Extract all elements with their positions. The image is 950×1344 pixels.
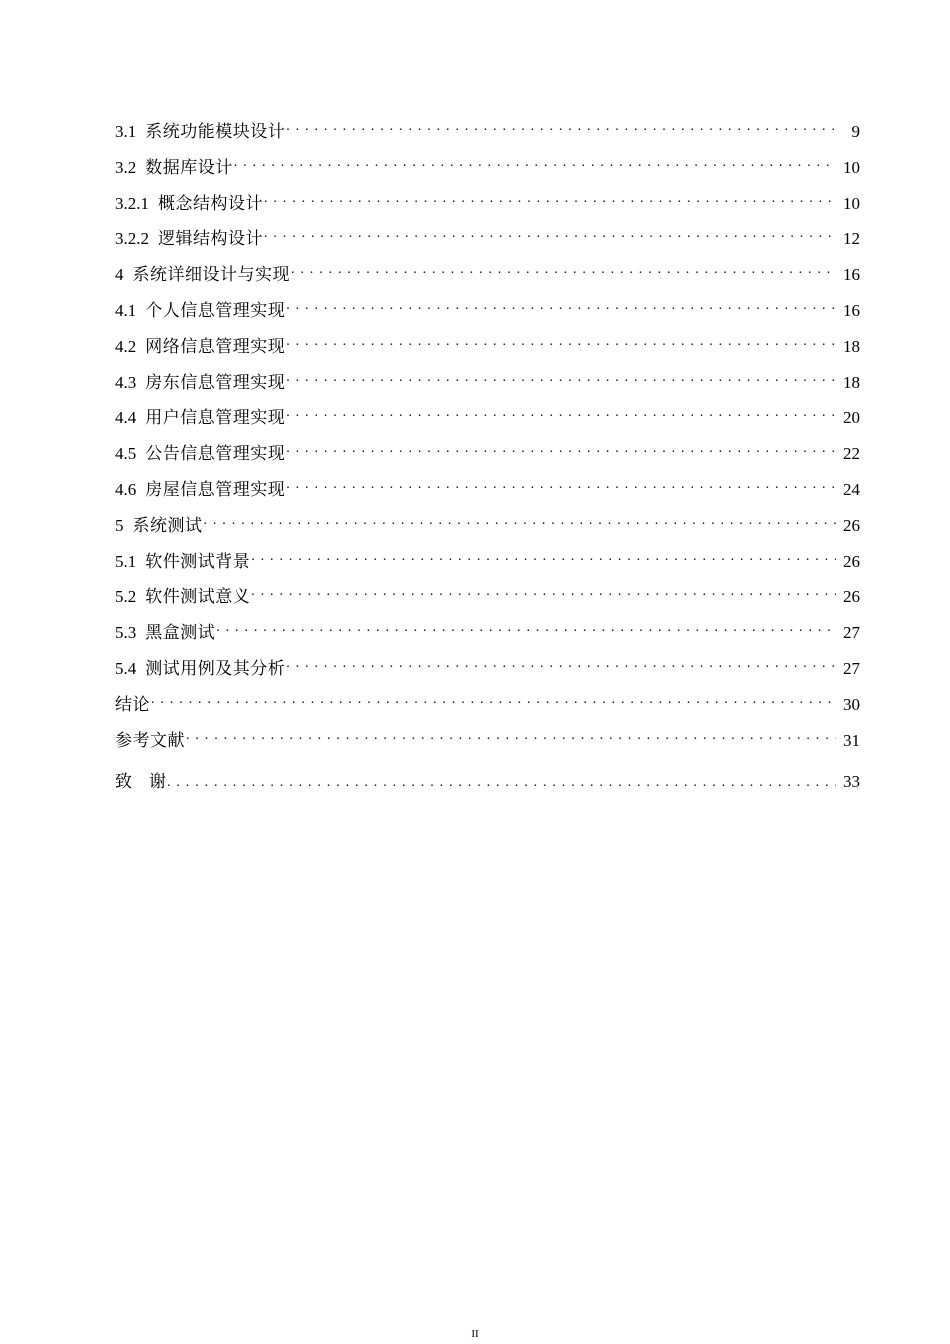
toc-entry-page: 12 — [843, 229, 860, 249]
toc-entry-number: 5.3 — [115, 623, 137, 643]
toc-entry-number: 4.5 — [115, 444, 137, 464]
toc-entry-title: 黑盒测试 — [145, 623, 216, 643]
toc-entry-title: 逻辑结构设计 — [158, 229, 263, 249]
toc-dot-leader — [216, 621, 836, 638]
toc-entry-title: 致 谢 — [115, 772, 166, 792]
toc-entry-number: 5.4 — [115, 658, 137, 678]
toc-entry-page: 26 — [843, 551, 860, 571]
toc-dot-leader — [286, 371, 836, 388]
toc-entry-page: 20 — [843, 408, 860, 428]
toc-entry[interactable] — [115, 186, 860, 222]
toc-entry-number: 3.2.1 — [115, 193, 149, 213]
toc-entry-page: 26 — [843, 587, 860, 607]
toc-entry[interactable] — [115, 508, 860, 544]
toc-entry-number: 4 — [115, 265, 124, 285]
toc-entry[interactable] — [115, 221, 860, 257]
toc-entry[interactable] — [115, 114, 860, 150]
toc-entry-number: 5.2 — [115, 587, 137, 607]
page-number: II — [471, 1328, 479, 1340]
toc-entry-page: 10 — [843, 193, 860, 213]
toc-dot-leader — [286, 442, 836, 459]
toc-entry-page: 33 — [843, 772, 860, 792]
toc-entry-page: 18 — [843, 372, 860, 392]
toc-entry[interactable] — [115, 758, 860, 798]
toc-entry[interactable] — [115, 723, 860, 759]
toc-entry[interactable] — [115, 293, 860, 329]
table-of-contents — [115, 114, 860, 798]
toc-entry-title: 系统功能模块设计 — [145, 122, 286, 141]
toc-dot-leader — [151, 693, 836, 710]
toc-entry-page: 18 — [843, 336, 860, 356]
toc-entry-title: 系统测试 — [132, 515, 203, 535]
toc-entry-title: 数据库设计 — [145, 157, 233, 177]
toc-entry-title: 软件测试意义 — [145, 587, 251, 607]
toc-entry-number: 4.3 — [115, 372, 137, 392]
toc-dot-leader — [264, 227, 836, 244]
toc-entry-number: 4.6 — [115, 479, 137, 499]
toc-dot-leader — [204, 514, 837, 531]
toc-entry[interactable] — [115, 150, 860, 186]
toc-dot-leader — [286, 406, 836, 423]
toc-entry-title: 房屋信息管理实现 — [145, 479, 286, 499]
toc-entry[interactable] — [115, 365, 860, 401]
toc-entry-title: 用户信息管理实现 — [145, 408, 286, 428]
toc-entry[interactable] — [115, 687, 860, 723]
toc-dot-leader — [286, 120, 836, 137]
toc-entry-title: 网络信息管理实现 — [145, 336, 286, 356]
toc-entry-page: 26 — [843, 515, 860, 535]
toc-entry[interactable] — [115, 544, 860, 580]
toc-entry-page: 16 — [843, 300, 860, 320]
toc-entry-page: 22 — [843, 444, 860, 464]
toc-entry-number: 5 — [115, 515, 124, 535]
toc-entry-title: 软件测试背景 — [145, 551, 251, 571]
toc-entry-title: 结论 — [115, 694, 150, 714]
toc-entry[interactable] — [115, 400, 860, 436]
toc-entry[interactable] — [115, 615, 860, 651]
toc-entry-page: 31 — [843, 730, 860, 750]
toc-entry-page: 30 — [843, 694, 860, 714]
toc-entry-page: 10 — [843, 157, 860, 177]
toc-entry-number: 4.2 — [115, 336, 137, 356]
toc-dot-leader — [291, 263, 836, 280]
toc-entry-number: 4.1 — [115, 300, 137, 320]
toc-entry-page: 27 — [843, 623, 860, 643]
toc-dot-leader — [234, 156, 836, 173]
toc-entry-number: 3.1 — [115, 122, 137, 141]
toc-entry[interactable] — [115, 436, 860, 472]
toc-entry-title: 公告信息管理实现 — [145, 444, 286, 464]
toc-dot-leader — [286, 299, 836, 316]
toc-entry[interactable] — [115, 472, 860, 508]
toc-entry-title: 个人信息管理实现 — [145, 300, 286, 320]
toc-dot-leader — [167, 770, 836, 787]
toc-dot-leader — [251, 550, 836, 567]
toc-dot-leader — [286, 478, 836, 495]
toc-entry-page: 16 — [843, 265, 860, 285]
toc-dot-leader — [251, 585, 836, 602]
toc-entry-title: 房东信息管理实现 — [145, 372, 286, 392]
toc-entry-title: 系统详细设计与实现 — [132, 265, 290, 285]
toc-entry-page: 24 — [843, 479, 860, 499]
toc-entry-title: 测试用例及其分析 — [145, 658, 286, 678]
toc-dot-leader — [264, 192, 836, 209]
toc-entry-number: 5.1 — [115, 551, 137, 571]
toc-entry-title: 参考文献 — [115, 730, 185, 750]
toc-entry-number: 3.2.2 — [115, 229, 149, 249]
toc-entry[interactable] — [115, 257, 860, 293]
toc-dot-leader — [286, 335, 836, 352]
toc-entry[interactable] — [115, 579, 860, 615]
toc-entry[interactable] — [115, 329, 860, 365]
toc-dot-leader — [286, 657, 836, 674]
toc-entry-page: 27 — [843, 658, 860, 678]
toc-dot-leader — [186, 729, 836, 746]
toc-entry-number: 3.2 — [115, 157, 137, 177]
toc-entry-page: 9 — [851, 122, 860, 141]
toc-entry-title: 概念结构设计 — [158, 193, 263, 213]
toc-entry-number: 4.4 — [115, 408, 137, 428]
toc-entry[interactable] — [115, 651, 860, 687]
